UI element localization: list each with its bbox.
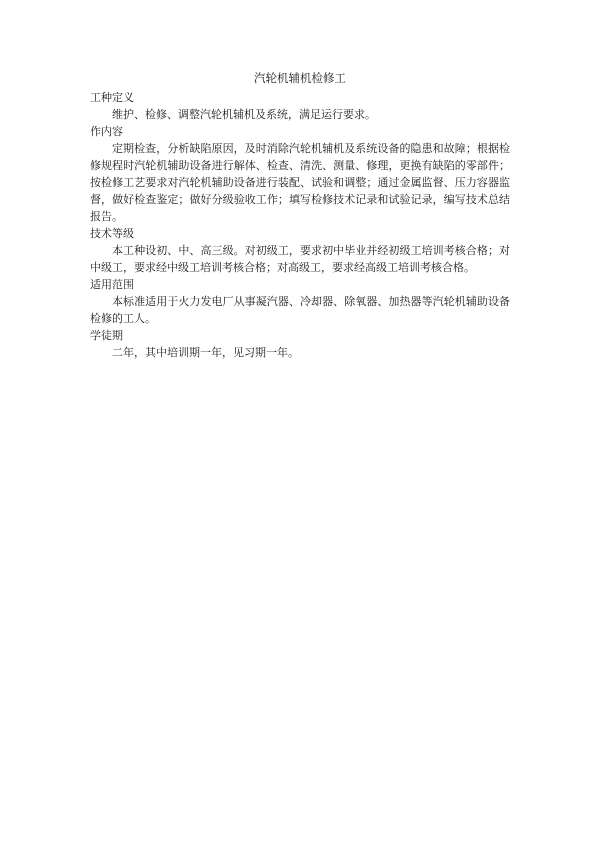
section-paragraph: 维护、检修、调整汽轮机辅机及系统，满足运行要求。	[112, 108, 376, 121]
section-heading: 技术等级	[90, 227, 134, 240]
section-paragraph: 本工种设初、中、高三级。对初级工，要求初中毕业并经初级工培训考核合格；对中级工，要求经中级工培训考核合格；对高级工，要求经高级工培训考核合格。	[90, 244, 510, 274]
section-heading: 学徒期	[90, 329, 123, 342]
section-apprenticeship	[90, 327, 510, 361]
document-body	[90, 70, 510, 361]
section-paragraph: 本标准适用于火力发电厂从事凝汽器、冷却器、除氧器、加热器等汽轮机辅助设备检修的工人。	[90, 295, 510, 325]
section-skill-levels	[90, 225, 510, 276]
section-paragraph: 定期检查，分析缺陷原因，及时消除汽轮机辅机及系统设备的隐患和故障；根据检修规程时汽轮机辅助设备进行解体、检查、清洗、测量、修理，更换有缺陷的零部件；按检修工艺要求对汽轮机辅助设备进行装配、试验和调整；通过金属监督、压力容器监督，做好检查鉴定；做好分级验收工作；填写检修技术记录和试验记录，编写技术总结报告。	[90, 142, 510, 223]
section-heading: 适用范围	[90, 278, 134, 291]
section-work-content	[90, 123, 510, 225]
section-scope	[90, 276, 510, 327]
section-paragraph: 二年，其中培训期一年，见习期一年。	[112, 346, 299, 359]
section-heading: 工种定义	[90, 91, 134, 104]
section-heading: 作内容	[90, 125, 123, 138]
section-job-definition	[90, 89, 510, 123]
document-title: 汽轮机辅机检修工	[254, 71, 346, 85]
